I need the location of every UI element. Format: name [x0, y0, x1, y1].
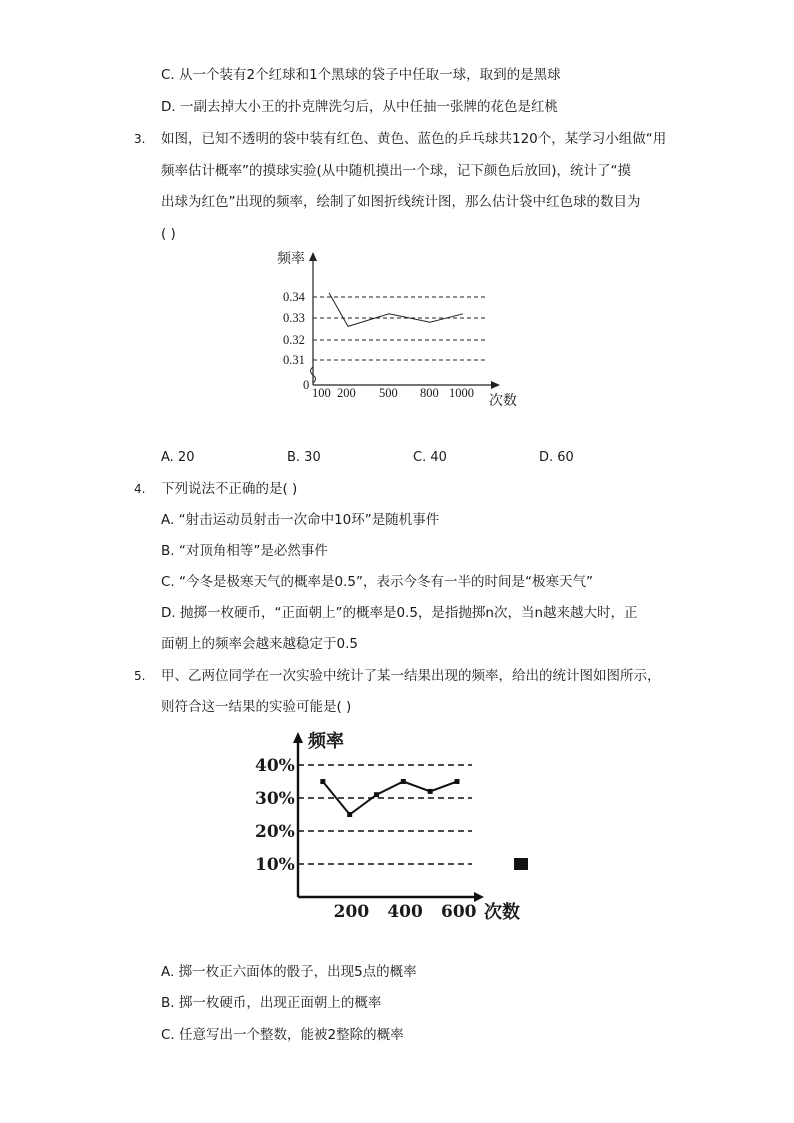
q3-option-b: B. 30 — [287, 450, 321, 465]
q4-option-a: A. “射击运动员射击一次命中10环”是随机事件 — [161, 512, 440, 528]
q4-option-d-line-2: 面朝上的频率会越来越稳定于0.5 — [161, 636, 358, 652]
chart2-x-arrow — [474, 892, 484, 902]
q2-option-d: D. 一副去掉大小王的扑克牌洗匀后，从中任抽一张牌的花色是红桃 — [161, 99, 558, 115]
chart1-y-tick-label: 0.34 — [283, 290, 305, 304]
chart1-y-tick-label: 0 — [303, 378, 310, 392]
chart1-y-tick-label: 0.33 — [283, 311, 305, 325]
chart1-x-tick-label: 100 — [312, 386, 331, 400]
q3-stem-line-1: 如图，已知不透明的袋中装有红色、黄色、蓝色的乒乓球共120个，某学习小组做“用 — [161, 131, 667, 147]
chart1-y-arrow — [309, 252, 317, 261]
chart1-x-tick-label: 500 — [379, 386, 398, 400]
q3-stem-line-4: ( ) — [161, 226, 176, 242]
q4-option-b: B. “对顶角相等”是必然事件 — [161, 543, 328, 559]
chart1-x-tick-label: 800 — [420, 386, 439, 400]
chart2-y-tick-label: 20% — [255, 822, 295, 842]
chart1-xlabel: 次数 — [489, 394, 517, 409]
q4-option-d-line-1: D. 抛掷一枚硬币，“正面朝上”的概率是0.5，是指抛掷n次，当n越来越大时，正 — [161, 605, 638, 621]
q3-line-chart — [265, 245, 535, 415]
q5-option-a: A. 掷一枚正六面体的骰子，出现5点的概率 — [161, 964, 417, 980]
q3-option-a: A. 20 — [161, 450, 195, 465]
chart2-data-point — [401, 779, 406, 784]
chart2-data-point — [347, 812, 352, 817]
q3-option-c: C. 40 — [413, 450, 447, 465]
q5-stem-line-2: 则符合这一结果的实验可能是( ) — [161, 699, 352, 715]
q2-option-c: C. 从一个装有2个红球和1个黑球的袋子中任取一球，取到的是黑球 — [161, 67, 561, 83]
chart1-ylabel: 频率 — [277, 252, 305, 267]
chart1-x-tick-label: 200 — [337, 386, 356, 400]
q5-stem-line-1: 甲、乙两位同学在一次实验中统计了某一结果出现的频率，给出的统计图如图所示， — [161, 668, 661, 684]
chart2-y-arrow — [293, 732, 303, 743]
q3-stem-line-3: 出球为红色”出现的频率，绘制了如图折线统计图，那么估计袋中红色球的数目为 — [161, 194, 641, 210]
chart2-y-tick-label: 10% — [255, 855, 295, 875]
chart2-y-tick-label: 40% — [255, 756, 295, 776]
chart2-x-tick-label: 600 — [441, 902, 477, 922]
chart2-xlabel: 次数 — [484, 902, 520, 923]
chart2-data-point — [320, 779, 325, 784]
chart1-x-arrow — [491, 381, 500, 389]
q4-option-c: C. “今冬是极寒天气的概率是0.5”，表示今冬有一半的时间是“极寒天气” — [161, 574, 593, 590]
q5-option-b: B. 掷一枚硬币，出现正面朝上的概率 — [161, 995, 382, 1011]
q3-option-d: D. 60 — [539, 450, 574, 465]
q3-stem-line-2: 频率估计概率”的摸球实验(从中随机摸出一个球，记下颜色后放回)，统计了“摸 — [161, 163, 632, 179]
chart2-data-point — [374, 792, 379, 797]
chart2-ylabel: 频率 — [308, 731, 344, 752]
chart1-y-tick-label: 0.31 — [283, 353, 305, 367]
q5-option-c: C. 任意写出一个整数，能被2整除的概率 — [161, 1027, 404, 1043]
chart2-data-point — [428, 789, 433, 794]
q5-line-chart — [250, 725, 550, 930]
q5-number: 5. — [134, 669, 146, 683]
chart2-data-point — [455, 779, 460, 784]
chart1-x-tick-label: 1000 — [449, 386, 474, 400]
chart2-black-square-marker — [514, 858, 528, 870]
chart2-x-tick-label: 400 — [387, 902, 423, 922]
q4-stem: 下列说法不正确的是( ) — [161, 481, 298, 497]
chart1-series-line — [329, 293, 463, 327]
chart2-x-tick-label: 200 — [333, 902, 370, 922]
q4-number: 4. — [134, 482, 146, 496]
chart2-y-tick-label: 30% — [255, 789, 295, 809]
chart1-y-tick-label: 0.32 — [283, 333, 305, 347]
q3-number: 3. — [134, 132, 146, 146]
